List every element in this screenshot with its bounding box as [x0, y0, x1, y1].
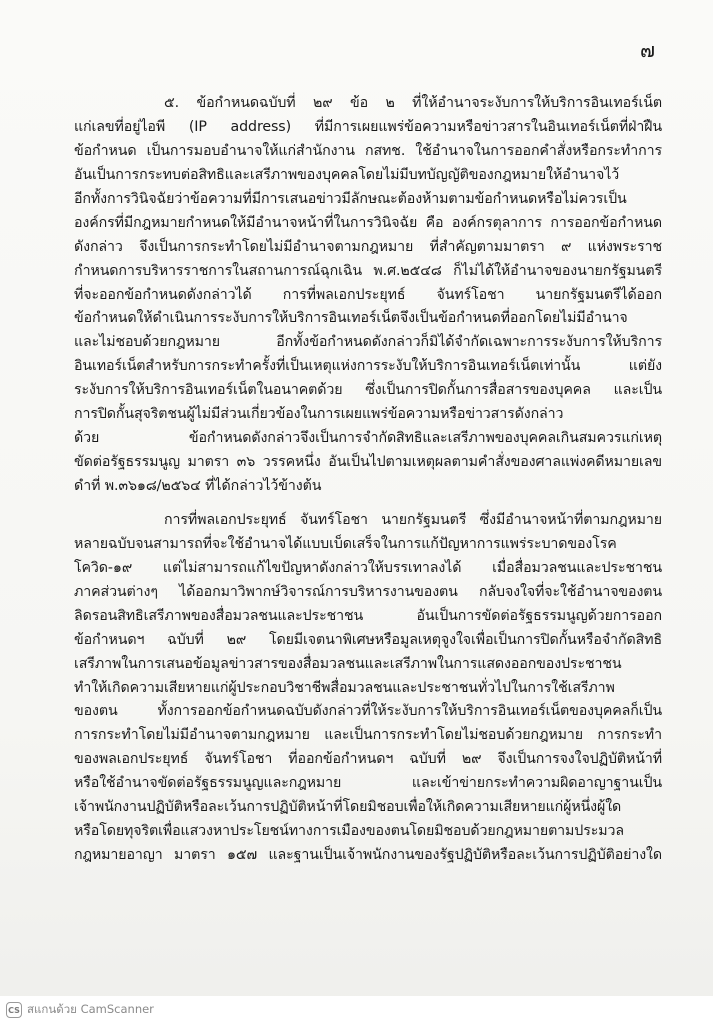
- text-line: ดังกล่าว จึงเป็นการกระทำโดยไม่มีอำนาจตามกฎหมาย ที่สำคัญตามมาตรา ๙ แห่งพระราช: [74, 238, 662, 255]
- text-line: ข้อกำหนดให้ดำเนินการระงับการให้บริการอินเทอร์เน็ตจึงเป็นข้อกำหนดที่ออกโดยไม่มีอำนาจ: [74, 310, 628, 327]
- paragraph-1: [74, 92, 662, 499]
- camscanner-logo-icon: CS: [6, 1002, 22, 1018]
- text-line: ๕. ข้อกำหนดฉบับที่ ๒๙ ข้อ ๒ ที่ให้อำนาจระงับการให้บริการอินเทอร์เน็ต: [164, 95, 662, 111]
- document-body: [74, 92, 662, 868]
- text-line: โควิด-๑๙ แต่ไม่สามารถแก้ไขปัญหาดังกล่าวให้บรรเทาลงได้ เมื่อสื่อมวลชนและประชาชน: [74, 559, 662, 576]
- text-line: การปิดกั้นสุจริตชนผู้ไม่มีส่วนเกี่ยวข้องในการเผยแพร่ข้อความหรือข่าวสารดังกล่าว: [74, 406, 564, 423]
- text-line: หรือโดยทุจริตเพื่อแสวงหาประโยชน์ทางการเมืองของตนโดยมิชอบด้วยกฎหมายตามประมวล: [74, 823, 624, 840]
- text-line: อันเป็นการกระทบต่อสิทธิและเสรีภาพของบุคคลโดยไม่มีบทบัญญัติของกฎหมายให้อำนาจไว้: [74, 166, 620, 183]
- text-line: และไม่ชอบด้วยกฎหมาย อีกทั้งข้อกำหนดดังกล่าวก็มิได้จำกัดเฉพาะการระงับการให้บริการ: [74, 334, 662, 351]
- text-line: ขัดต่อรัฐธรรมนูญ มาตรา ๓๖ วรรคหนึ่ง อันเป็นไปตามเหตุผลตามคำสั่งของศาลแพ่งคดีหมายเลข: [74, 454, 662, 471]
- text-line: การกระทำโดยไม่มีอำนาจตามกฎหมาย และเป็นการกระทำโดยไม่ชอบด้วยกฎหมาย การกระทำ: [74, 727, 662, 744]
- text-line: ของพลเอกประยุทธ์ จันทร์โอชา ที่ออกข้อกำหนดฯ ฉบับที่ ๒๙ จึงเป็นการจงใจปฏิบัติหน้าที่: [74, 751, 662, 768]
- scanner-watermark: [0, 996, 713, 1024]
- scanner-caption: สแกนด้วย CamScanner: [27, 1002, 154, 1016]
- text-line: ข้อกำหนดฯ ฉบับที่ ๒๙ โดยมีเจตนาพิเศษหรือมูลเหตุจูงใจเพื่อเป็นการปิดกั้นหรือจำกัดสิทธิ: [74, 631, 662, 648]
- text-line: อินเทอร์เน็ตสำหรับการกระทำครั้งที่เป็นเหตุแห่งการระงับให้บริการอินเทอร์เน็ตเท่านั้น แต่ยัง: [74, 358, 662, 375]
- text-line: องค์กรที่มีกฎหมายกำหนดให้มีอำนาจหน้าที่ในการวินิจฉัย คือ องค์กรตุลาการ การออกข้อกำหนด: [74, 214, 662, 231]
- paragraph-2: [74, 509, 662, 868]
- text-line: ข้อกำหนด เป็นการมอบอำนาจให้แก่สำนักงาน กสทช. ใช้อำนาจในการออกคำสั่งหรือกระทำการ: [74, 142, 662, 159]
- text-line: กฎหมายอาญา มาตรา ๑๕๗ และฐานเป็นเจ้าพนักงานของรัฐปฏิบัติหรือละเว้นการปฏิบัติอย่างใด: [74, 847, 662, 864]
- page-number: ๗: [639, 38, 655, 62]
- text-line: ระงับการให้บริการอินเทอร์เน็ตในอนาคตด้วย ซึ่งเป็นการปิดกั้นการสื่อสารของบุคคล และเป็น: [74, 382, 662, 399]
- text-line: ที่จะออกข้อกำหนดดังกล่าวได้ การที่พลเอกประยุทธ์ จันทร์โอชา นายกรัฐมนตรีได้ออก: [74, 286, 662, 303]
- text-line: อีกทั้งการวินิจฉัยว่าข้อความที่มีการเสนอข่าวมีลักษณะต้องห้ามตามข้อกำหนดหรือไม่ควรเป็น: [74, 190, 627, 207]
- text-line: ภาคส่วนต่างๆ ได้ออกมาวิพากษ์วิจารณ์การบริหารงานของตน กลับจงใจที่จะใช้อำนาจของตน: [74, 583, 662, 600]
- text-line: ของตน ทั้งการออกข้อกำหนดฉบับดังกล่าวที่ให้ระงับการให้บริการอินเทอร์เน็ตของบุคคลก็เป็น: [74, 703, 662, 720]
- text-line: กำหนดการบริหารราชการในสถานการณ์ฉุกเฉิน พ.ศ.๒๕๔๘ ก็ไม่ได้ให้อำนาจของนายกรัฐมนตรี: [74, 262, 662, 279]
- text-line: เจ้าพนักงานปฏิบัติหรือละเว้นการปฏิบัติหน้าที่โดยมิชอบเพื่อให้เกิดความเสียหายแก่ผู้หนึ่งผู้ใด: [74, 799, 622, 816]
- text-line: เสรีภาพในการเสนอข้อมูลข่าวสารของสื่อมวลชนและเสรีภาพในการแสดงออกของประชาชน: [74, 655, 622, 672]
- text-line: ลิดรอนสิทธิเสรีภาพของสื่อมวลชนและประชาชน อันเป็นการขัดต่อรัฐธรรมนูญด้วยการออก: [74, 607, 662, 624]
- text-line: การที่พลเอกประยุทธ์ จันทร์โอชา นายกรัฐมนตรี ซึ่งมีอำนาจหน้าที่ตามกฎหมาย: [164, 511, 662, 528]
- text-line: หลายฉบับจนสามารถที่จะใช้อำนาจได้แบบเบ็ดเสร็จในการแก้ปัญหาการแพร่ระบาดของโรค: [74, 535, 617, 552]
- paragraph-spacer: [74, 499, 662, 509]
- text-line: ด้วย ข้อกำหนดดังกล่าวจึงเป็นการจำกัดสิทธิและเสรีภาพของบุคคลเกินสมควรแก่เหตุ: [74, 430, 662, 447]
- text-line: แก่เลขที่อยู่ไอพี (IP address) ที่มีการเผยแพร่ข้อความหรือข่าวสารในอินเทอร์เน็ตที่ฝ่าฝืน: [74, 118, 662, 135]
- text-line: ดำที่ พ.๓๖๑๘/๒๕๖๔ ที่ได้กล่าวไว้ข้างต้น: [74, 478, 322, 494]
- text-line: หรือใช้อำนาจขัดต่อรัฐธรรมนูญและกฎหมาย และเข้าข่ายกระทำความผิดอาญาฐานเป็น: [74, 775, 662, 792]
- text-line: ทำให้เกิดความเสียหายแก่ผู้ประกอบวิชาชีพสื่อมวลชนและประชาชนทั่วไปในการใช้เสรีภาพ: [74, 679, 615, 696]
